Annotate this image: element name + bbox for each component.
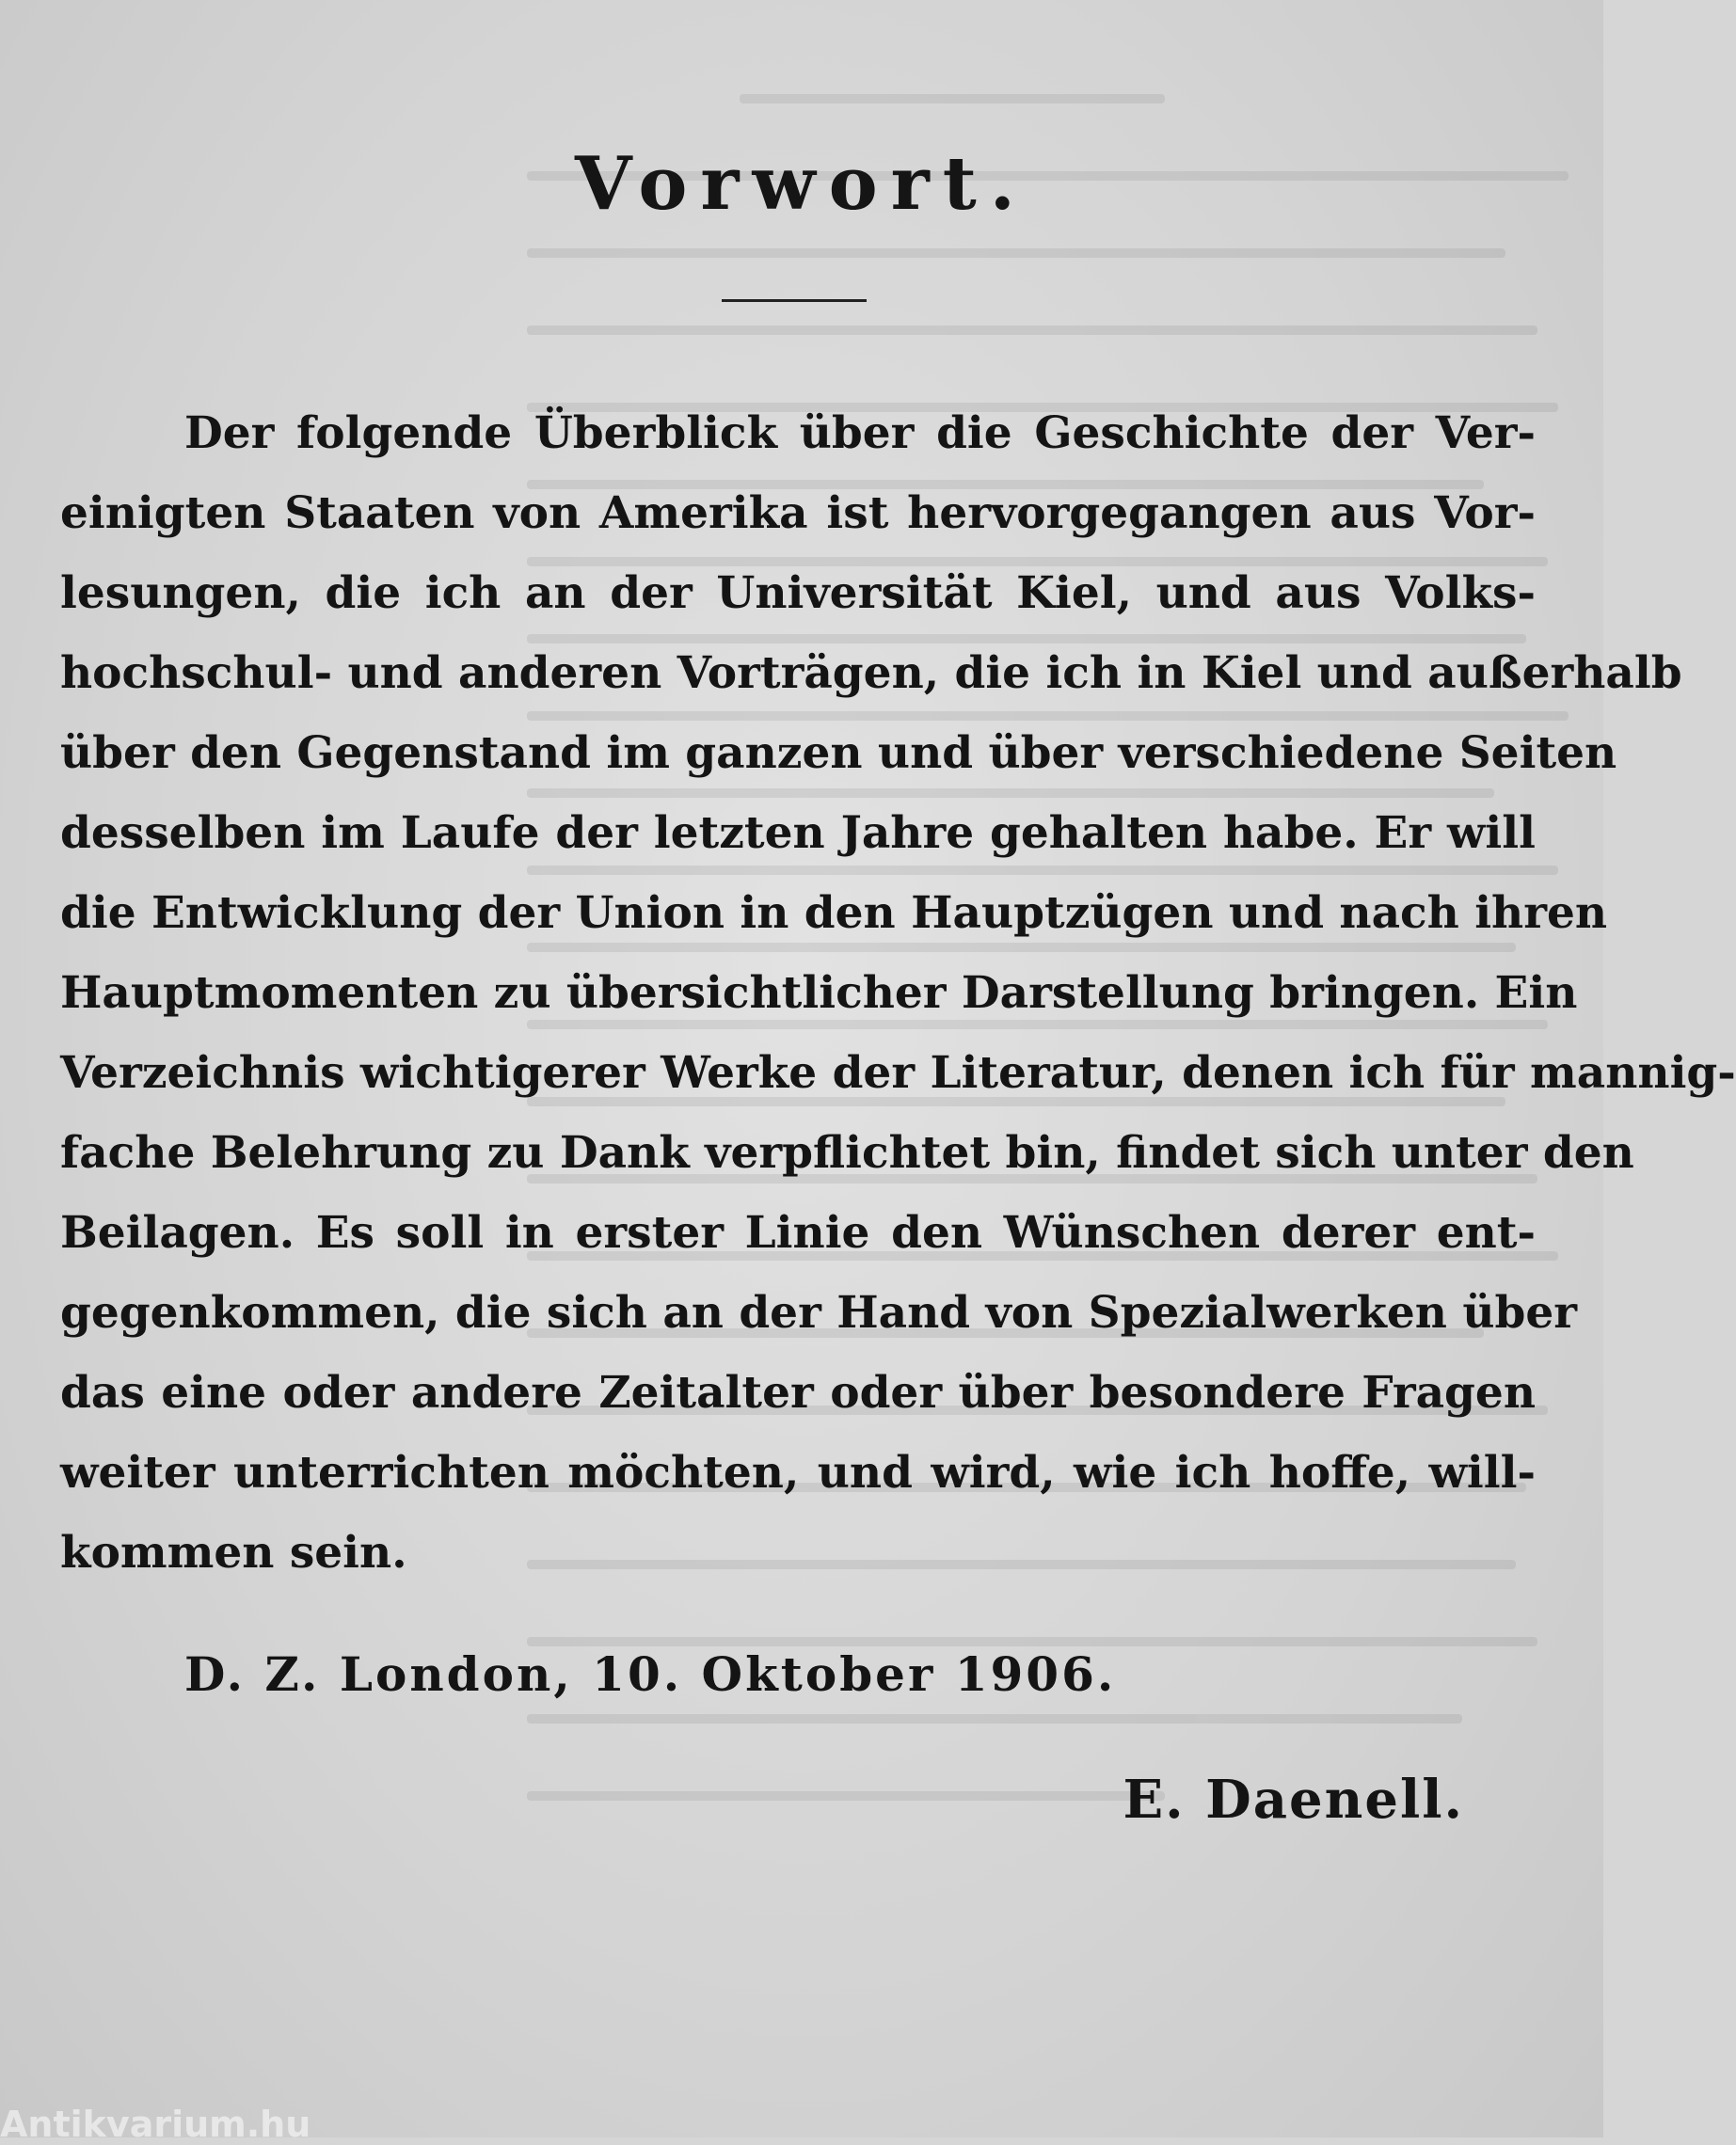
body-line: hochschul- und anderen Vorträgen, die ich in Kiel und außerhalb xyxy=(60,647,1682,699)
body-line: fache Belehrung zu Dank verpflichtet bin, findet sich unter den xyxy=(60,1127,1634,1179)
body-line: Hauptmomenten zu übersichtlicher Darstellung bringen. Ein xyxy=(60,967,1578,1019)
body-line: einigten Staaten von Amerika ist hervorgegangen aus Vor- xyxy=(60,487,1536,539)
preface-body xyxy=(60,393,1736,1593)
body-line: über den Gegenstand im ganzen und über verschiedene Seiten xyxy=(60,727,1617,779)
body-line: kommen sein. xyxy=(60,1527,407,1579)
body-line: die Entwicklung der Union in den Hauptzügen und nach ihren xyxy=(60,887,1608,939)
body-line: lesungen, die ich an der Universität Kiel, und aus Volks- xyxy=(60,567,1536,619)
body-line: Beilagen. Es soll in erster Linie den Wünschen derer ent- xyxy=(60,1207,1536,1259)
body-line: Verzeichnis wichtigerer Werke der Literatur, denen ich für mannig- xyxy=(60,1047,1736,1099)
title-divider xyxy=(722,299,867,302)
body-line: gegenkommen, die sich an der Hand von Spezialwerken über xyxy=(60,1287,1578,1339)
body-line: weiter unterrichten möchten, und wird, wie ich hoffe, will- xyxy=(60,1447,1536,1499)
body-line: desselben im Laufe der letzten Jahre gehalten habe. Er will xyxy=(60,807,1536,859)
dateline: D. Z. London, 10. Oktober 1906. xyxy=(184,1646,1117,1702)
body-line: das eine oder andere Zeitalter oder über besondere Fragen xyxy=(60,1367,1536,1419)
author-signature: E. Daenell. xyxy=(1123,1769,1464,1831)
body-line: Der folgende Überblick über die Geschichte der Ver- xyxy=(184,407,1536,459)
page-title: Vorwort. xyxy=(575,141,1028,227)
watermark: Antikvarium.hu xyxy=(0,2104,311,2145)
